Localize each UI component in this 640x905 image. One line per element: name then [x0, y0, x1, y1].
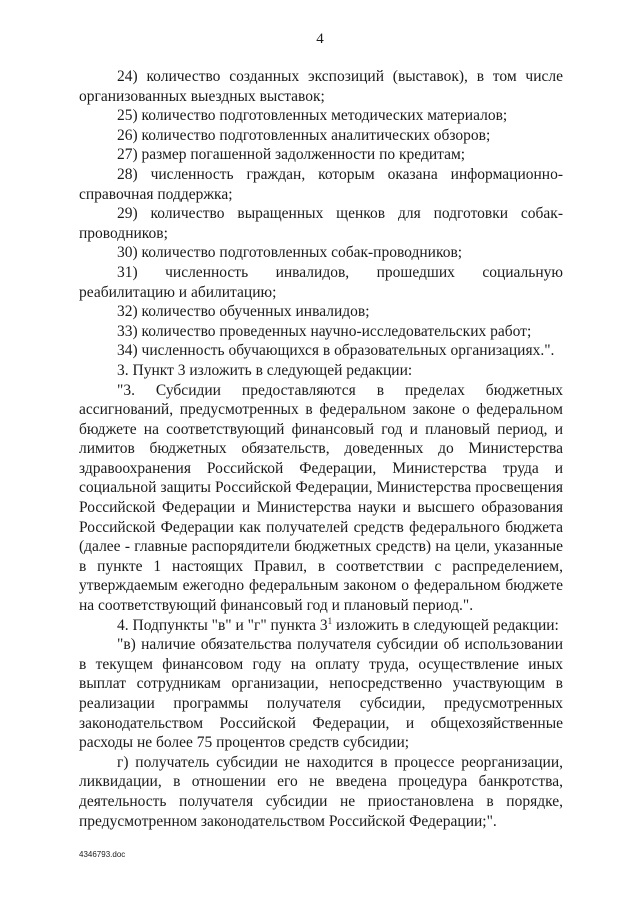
- paragraph-4-heading: [79, 616, 563, 636]
- subpoint-g-text: г) получатель субсидии не находится в процессе реорганизации, ликвидации, в отношении его не введена процедура банкротства, деятельность получателя субсидии не приостановлена в порядке, предусмотренном законодательством Российской Федерации;".: [79, 753, 563, 830]
- list-item-34: 34) численность обучающихся в образовательных организациях.".: [117, 342, 555, 360]
- document-body: [79, 67, 563, 831]
- list-item-26: 26) количество подготовленных аналитических обзоров;: [117, 126, 491, 144]
- footer-filename: 4346793.doc: [79, 850, 126, 859]
- page-number: 4: [316, 31, 324, 47]
- paragraph-4-superscript: 1: [327, 615, 333, 626]
- subpoint-v-text: "в) наличие обязательства получателя субсидии об использовании в текущем финансовом году на оплату труда, осуществление иных выплат сотрудникам организации, непосредственно участвующим в реализации программы получателя субсидии, предусмотренных законодательством Российской Федерации, и общехозяйственные расходы не более 75 процентов средств субсидии;: [79, 636, 563, 752]
- list-item-24: 24) количество созданных экспозиций (выставок), в том числе организованных выездных выставок;: [79, 68, 563, 105]
- list-item-29: 29) количество выращенных щенков для подготовки собак-проводников;: [79, 205, 563, 242]
- list-item-31: 31) численность инвалидов, прошедших социальную реабилитацию и абилитацию;: [79, 263, 563, 301]
- list-item-27: 27) размер погашенной задолженности по кредитам;: [117, 146, 466, 164]
- paragraph-4-text-after: изложить в следующей редакции:: [332, 616, 559, 634]
- paragraph-3-text: "3. Субсидии предоставляются в пределах бюджетных ассигнований, предусмотренных в федеральном законе о федеральном бюджете на соответствующий финансовый год и плановый период, и лимитов бюджетных обязательств, доведенных до Министерства здравоохранения Российской Федерации, Министерства труда и социальной защиты Российской Федерации, Министерства просвещения Российской Федерации и Министерства науки и высшего образования Российской Федерации как получателей средств федерального бюджета (далее - главные распорядители бюджетных средств) на цели, указанные в пункте 1 настоящих Правил, в соответствии с распределением, утверждаемым ежегодно федеральным законом о федеральном бюджете на соответствующий финансовый год и плановый период.".: [79, 381, 563, 615]
- list-item-33: 33) количество проведенных научно-исследовательских работ;: [117, 322, 532, 340]
- list-item-32: 32) количество обученных инвалидов;: [117, 303, 370, 321]
- list-item-28: 28) численность граждан, которым оказана информационно-справочная поддержка;: [79, 165, 563, 203]
- list-item-25: 25) количество подготовленных методических материалов;: [117, 107, 508, 125]
- paragraph-4-text-before: 4. Подпункты "в" и "г" пункта 3: [117, 616, 328, 634]
- list-item-30: 30) количество подготовленных собак-проводников;: [117, 244, 463, 262]
- paragraph-3-heading: 3. Пункт 3 изложить в следующей редакции:: [117, 361, 413, 379]
